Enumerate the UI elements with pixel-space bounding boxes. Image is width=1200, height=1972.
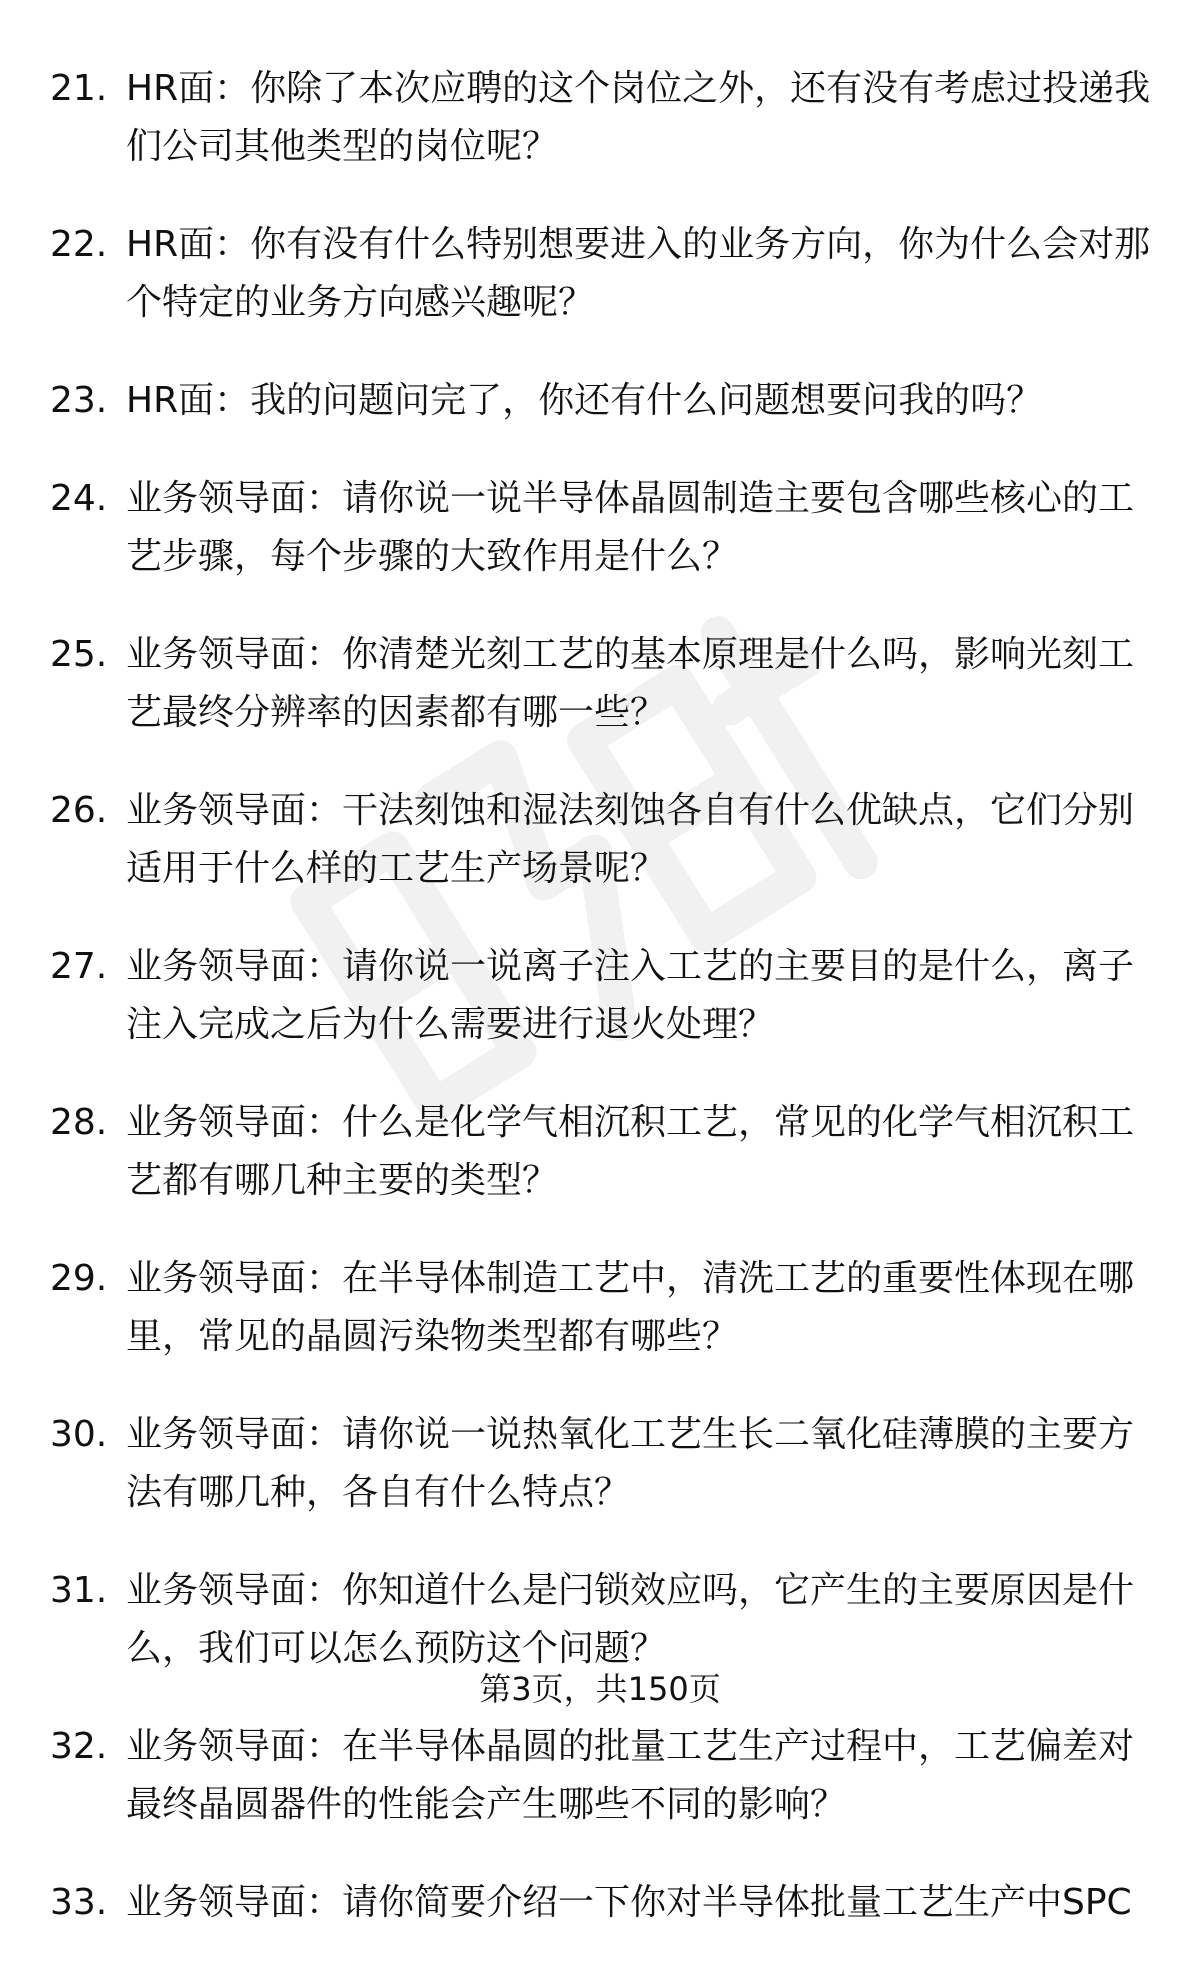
question-text: 业务领导面：什么是化学气相沉积工艺，常见的化学气相沉积工艺都有哪几种主要的类型？: [126, 1102, 1135, 1201]
list-item: [50, 626, 1160, 742]
list-item: [50, 1874, 1160, 1932]
question-text: HR面：你有没有什么特别想要进入的业务方向，你为什么会对那个特定的业务方向感兴趣呢？: [126, 224, 1151, 323]
question-text: 业务领导面：在半导体晶圆的批量工艺生产过程中，工艺偏差对最终晶圆器件的性能会产生哪些不同的影响？: [126, 1726, 1135, 1825]
question-number: 25.: [50, 634, 108, 675]
list-item: [50, 1718, 1160, 1834]
list-item: [50, 1094, 1160, 1210]
list-item: [50, 938, 1160, 1054]
question-number: 30.: [50, 1414, 108, 1455]
question-text: 业务领导面：请你简要介绍一下你对半导体批量工艺生产中SPC: [126, 1882, 1132, 1923]
question-number: 28.: [50, 1102, 108, 1143]
question-text: 业务领导面：你知道什么是闩锁效应吗，它产生的主要原因是什么，我们可以怎么预防这个问题？: [126, 1570, 1135, 1669]
list-item: [50, 1250, 1160, 1366]
page-footer: 第3页，共150页: [479, 1670, 721, 1708]
question-text: 业务领导面：你清楚光刻工艺的基本原理是什么吗，影响光刻工艺最终分辨率的因素都有哪一些？: [126, 634, 1135, 733]
question-text: 业务领导面：干法刻蚀和湿法刻蚀各自有什么优缺点，它们分别适用于什么样的工艺生产场景呢？: [126, 790, 1135, 889]
question-text: 业务领导面：请你说一说半导体晶圆制造主要包含哪些核心的工艺步骤，每个步骤的大致作用是什么？: [126, 478, 1135, 577]
question-number: 21.: [50, 68, 108, 109]
question-text: HR面：你除了本次应聘的这个岗位之外，还有没有考虑过投递我们公司其他类型的岗位呢？: [126, 68, 1151, 167]
question-number: 33.: [50, 1882, 108, 1923]
question-number: 32.: [50, 1726, 108, 1767]
question-number: 22.: [50, 224, 108, 265]
question-number: 23.: [50, 380, 108, 421]
list-item: [50, 1562, 1160, 1678]
list-item: [50, 60, 1160, 176]
list-item: [50, 470, 1160, 586]
question-text: 业务领导面：在半导体制造工艺中，清洗工艺的重要性体现在哪里，常见的晶圆污染物类型都有哪些？: [126, 1258, 1135, 1357]
question-number: 27.: [50, 946, 108, 987]
list-item: [50, 1406, 1160, 1522]
list-item: [50, 216, 1160, 332]
question-number: 29.: [50, 1258, 108, 1299]
question-text: HR面：我的问题问完了，你还有什么问题想要问我的吗？: [126, 380, 1043, 421]
list-item: [50, 372, 1160, 430]
question-number: 26.: [50, 790, 108, 831]
list-item: [50, 782, 1160, 898]
question-text: 业务领导面：请你说一说热氧化工艺生长二氧化硅薄膜的主要方法有哪几种，各自有什么特点？: [126, 1414, 1135, 1513]
question-text: 业务领导面：请你说一说离子注入工艺的主要目的是什么，离子注入完成之后为什么需要进行退火处理？: [126, 946, 1135, 1045]
question-number: 31.: [50, 1570, 108, 1611]
question-number: 24.: [50, 478, 108, 519]
